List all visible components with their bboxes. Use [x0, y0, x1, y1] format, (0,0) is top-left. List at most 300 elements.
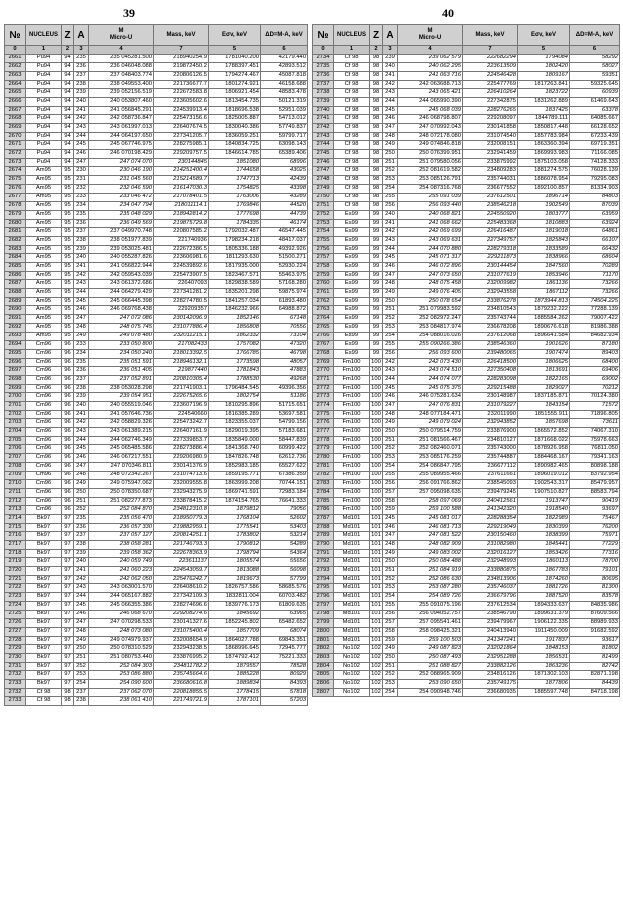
cell-z: 94: [62, 54, 74, 63]
cell-esv: 1843154: [518, 402, 570, 411]
cell-no: 2770: [313, 367, 334, 376]
cell-z: 101: [370, 636, 383, 645]
cell-no: 2795: [313, 584, 334, 593]
cell-a: 242: [383, 358, 398, 367]
cell-m: 252 082972.247: [398, 315, 463, 324]
cell-mass: 220814251.1: [154, 532, 209, 541]
cell-no: 2771: [313, 375, 334, 384]
cell-no: 2757: [313, 254, 334, 263]
cell-z: 95: [62, 289, 74, 298]
cell-nucleus: Fm100: [334, 506, 370, 515]
cell-m: 237 052 891: [89, 375, 154, 384]
cell-delta: 77288.139: [570, 306, 620, 315]
cell-z: 98: [370, 132, 383, 141]
cell-z: 95: [62, 297, 74, 306]
cell-mass: 231075400.4: [154, 627, 209, 636]
cell-mass: 223606981.6: [154, 254, 209, 263]
cell-delta: 60939: [570, 89, 620, 98]
cell-z: 99: [370, 306, 383, 315]
cell-esv: 1874792.412: [209, 653, 261, 662]
cell-esv: 1878926.958: [518, 445, 570, 454]
table-row: [5, 349, 308, 358]
cell-nucleus: Es99: [334, 236, 370, 245]
cell-nucleus: Bk97: [26, 662, 62, 671]
cell-no: 2736: [313, 71, 334, 80]
cell-delta: 54713.012: [261, 115, 308, 124]
cell-nucleus: Bk97: [26, 680, 62, 689]
cell-a: 244: [74, 593, 89, 602]
cell-nucleus: Pu94: [26, 71, 62, 80]
cell-delta: 81802: [570, 645, 620, 654]
cell-a: 253: [74, 671, 89, 680]
cell-m: 249 079 024: [398, 419, 463, 428]
table-row: [5, 375, 308, 384]
cell-m: 237 049970.748: [89, 228, 154, 237]
cell-delta: 75467: [570, 514, 620, 523]
cell-z: 97: [62, 653, 74, 662]
cell-a: 246: [74, 454, 89, 463]
cell-no: 2696: [5, 358, 26, 367]
cell-no: 2763: [313, 306, 334, 315]
cell-z: 101: [370, 619, 383, 628]
cell-esv: 1830399: [518, 523, 570, 532]
cell-a: 252: [74, 662, 89, 671]
cell-mass: 230150460: [463, 532, 518, 541]
cell-delta: 70124.380: [570, 393, 620, 402]
cell-m: 258 097 069: [398, 497, 463, 506]
cell-a: 251: [74, 497, 89, 506]
cell-nucleus: Fm100: [334, 445, 370, 454]
cell-esv: 1813691: [518, 367, 570, 376]
cell-mass: 237611661: [463, 471, 518, 480]
cell-esv: 1894333.637: [518, 601, 570, 610]
table-row: [313, 63, 620, 72]
cell-mass: 218940254.9: [154, 54, 209, 63]
cell-nucleus: Cf 98: [334, 124, 370, 133]
table-row: [5, 488, 308, 497]
cell-mass: 238546360: [463, 341, 518, 350]
cell-esv: 1869741.591: [209, 488, 261, 497]
cell-no: 2732: [5, 688, 26, 697]
cell-no: 2766: [313, 332, 334, 341]
cell-nucleus: Am95: [26, 332, 62, 341]
cell-mass: 232016127: [463, 549, 518, 558]
cell-esv: 1852245.802: [209, 619, 261, 628]
cell-mass: 220807585.2: [154, 228, 209, 237]
cell-a: 252: [383, 167, 398, 176]
cell-z: 97: [62, 601, 74, 610]
cell-a: 243: [74, 124, 89, 133]
cell-delta: 74504.225: [570, 297, 620, 306]
cell-mass: 218950779.3: [154, 514, 209, 523]
cell-delta: 68604: [570, 254, 620, 263]
cell-esv: 1901626: [518, 341, 570, 350]
cell-z: 96: [62, 454, 74, 463]
cell-nucleus: Md101: [334, 532, 370, 541]
table-row: [5, 202, 308, 211]
table-row: [5, 280, 308, 289]
cell-esv: 1838399: [518, 532, 570, 541]
cell-mass: 228274780.5: [154, 297, 209, 306]
cell-nucleus: Cf 98: [334, 54, 370, 63]
cell-nucleus: Am95: [26, 280, 62, 289]
cell-delta: 79056: [261, 506, 308, 515]
cell-z: 95: [62, 280, 74, 289]
cell-m: 244 070 880: [398, 245, 463, 254]
cell-esv: 1794084: [518, 54, 570, 63]
cell-esv: 1860113: [518, 558, 570, 567]
cell-nucleus: Md101: [334, 610, 370, 619]
cell-no: 2749: [313, 184, 334, 193]
cell-mass: 238546790: [463, 610, 518, 619]
cell-esv: 1788397.451: [209, 63, 261, 72]
table-row: [313, 549, 620, 558]
cell-no: 2785: [313, 497, 334, 506]
cell-z: 96: [62, 393, 74, 402]
table-row: [5, 54, 308, 63]
cell-delta: 60703.482: [261, 593, 308, 602]
cell-no: 2720: [5, 567, 26, 576]
table-row: [313, 54, 620, 63]
cell-no: 2729: [5, 645, 26, 654]
cell-delta: 71166.085: [570, 150, 620, 159]
cell-no: 2769: [313, 358, 334, 367]
cell-a: 234: [74, 202, 89, 211]
cell-esv: 1792032.487: [209, 228, 261, 237]
cell-z: 101: [370, 523, 383, 532]
cell-mass: 231077886.4: [154, 323, 209, 332]
table-row: [313, 410, 620, 419]
cell-no: 2783: [313, 480, 334, 489]
table-row: [313, 80, 620, 89]
cell-esv: 1826757.586: [209, 584, 261, 593]
table-row: [313, 254, 620, 263]
cell-a: 254: [383, 332, 398, 341]
cell-nucleus: Am95: [26, 184, 62, 193]
cell-no: 2791: [313, 549, 334, 558]
cell-no: 2732: [5, 671, 26, 680]
cell-m: 239 058 362: [89, 549, 154, 558]
cell-nucleus: Pu94: [26, 80, 62, 89]
cell-m: 246 072 896: [398, 263, 463, 272]
cell-delta: 59325.645: [570, 80, 620, 89]
cell-nucleus: Am95: [26, 297, 62, 306]
cell-a: 242: [383, 228, 398, 237]
cell-a: 247: [383, 271, 398, 280]
table-body: [5, 54, 308, 706]
cell-delta: 88583.794: [570, 488, 620, 497]
cell-a: 238: [74, 384, 89, 393]
cell-esv: 1798234.218: [209, 236, 261, 245]
cell-esv: 1835849.000: [209, 436, 261, 445]
table-row: [5, 445, 308, 454]
col-index: 0: [313, 46, 334, 55]
cell-m: 241 056845.291: [89, 106, 154, 115]
cell-esv: 1845692: [209, 610, 261, 619]
cell-m: 243 061997.013: [89, 124, 154, 133]
cell-a: 240: [74, 97, 89, 106]
cell-delta: 52930.224: [261, 263, 308, 272]
cell-m: 253 086 880: [89, 671, 154, 680]
cell-a: 245: [383, 514, 398, 523]
cell-nucleus: Cf 98: [334, 106, 370, 115]
cell-delta: 52951.039: [261, 106, 308, 115]
cell-no: 2784: [313, 488, 334, 497]
cell-esv: 1846614.785: [209, 150, 261, 159]
cell-z: 97: [62, 680, 74, 689]
cell-mass: 227342109.3: [154, 593, 209, 602]
cell-no: 2797: [313, 601, 334, 610]
table-row: [313, 202, 620, 211]
cell-z: 96: [62, 402, 74, 411]
cell-esv: 1871302.103: [518, 671, 570, 680]
cell-esv: 1863360.394: [518, 141, 570, 150]
cell-nucleus: Pu94: [26, 97, 62, 106]
cell-esv: 1783802: [209, 532, 261, 541]
cell-nucleus: Es99: [334, 306, 370, 315]
cell-mass: 229208097: [463, 115, 518, 124]
col-index: 4: [89, 46, 154, 55]
cell-z: 97: [62, 514, 74, 523]
cell-nucleus: Cf 98: [334, 184, 370, 193]
cell-m: 251 079983.592: [398, 306, 463, 315]
cell-delta: 76811.050: [570, 445, 620, 454]
table-row: [313, 636, 620, 645]
cell-delta: 84393: [261, 680, 308, 689]
cell-esv: 1790812: [209, 541, 261, 550]
table-row: [5, 80, 308, 89]
cell-no: 2727: [5, 627, 26, 636]
cell-z: 100: [370, 454, 383, 463]
cell-delta: 49392.926: [261, 245, 308, 254]
cell-mass: 229211873: [463, 254, 518, 263]
cell-a: 252: [383, 445, 398, 454]
cell-a: 254: [383, 593, 398, 602]
cell-m: 255 091 039: [398, 193, 463, 202]
cell-nucleus: No102: [334, 671, 370, 680]
col-header-delta: ΔD=M-A, keV: [261, 25, 308, 46]
cell-a: 250: [383, 150, 398, 159]
cell-nucleus: Fm100: [334, 471, 370, 480]
cell-z: 98: [370, 106, 383, 115]
cell-esv: 1841368.740: [209, 445, 261, 454]
column-index-row: [313, 46, 620, 55]
cell-m: 240 068 821: [398, 210, 463, 219]
cell-mass: 231074713.6: [154, 471, 209, 480]
cell-delta: 69843.351: [261, 636, 308, 645]
cell-z: 96: [62, 506, 74, 515]
cell-nucleus: Pu94: [26, 124, 62, 133]
cell-esv: 1848153: [518, 645, 570, 654]
cell-mass: 230144845: [154, 158, 209, 167]
cell-mass: 221749721.9: [154, 697, 209, 706]
cell-a: 240: [74, 254, 89, 263]
nuclide-table-right: [312, 24, 620, 697]
cell-nucleus: Fm100: [334, 367, 370, 376]
cell-no: 2735: [313, 63, 334, 72]
cell-mass: 236677112: [463, 462, 518, 471]
table-row: [5, 506, 308, 515]
col-index: 4: [398, 46, 463, 55]
cell-z: 98: [370, 115, 383, 124]
cell-delta: 75978.663: [570, 436, 620, 445]
cell-m: 254 087316.768: [398, 184, 463, 193]
cell-z: 96: [62, 349, 74, 358]
cell-esv: 1861136: [518, 280, 570, 289]
cell-esv: 1778415: [209, 688, 261, 697]
cell-no: 2717: [5, 541, 26, 550]
cell-no: 2675: [5, 176, 26, 185]
cell-esv: 1856531: [518, 653, 570, 662]
cell-delta: 75221.333: [261, 653, 308, 662]
cell-esv: 1865572.852: [518, 428, 570, 437]
cell-m: 245 066355.386: [89, 601, 154, 610]
cell-z: 99: [370, 289, 383, 298]
cell-a: 239: [74, 89, 89, 98]
cell-no: 2714: [5, 514, 26, 523]
cell-no: 2754: [313, 228, 334, 237]
cell-nucleus: Am95: [26, 323, 62, 332]
cell-mass: 221740936: [154, 236, 209, 245]
table-row: [5, 688, 308, 697]
cell-delta: 76200: [570, 523, 620, 532]
cell-esv: 1810883: [518, 219, 570, 228]
table-row: [5, 697, 308, 706]
cell-esv: 1892100.857: [518, 184, 570, 193]
col-index: 7: [463, 46, 518, 55]
cell-m: 246 067217.551: [89, 454, 154, 463]
cell-no: 2745: [313, 150, 334, 159]
cell-z: 98: [370, 97, 383, 106]
cell-no: 2734: [313, 54, 334, 63]
cell-nucleus: Es99: [334, 271, 370, 280]
cell-z: 95: [62, 176, 74, 185]
cell-no: 2722: [5, 584, 26, 593]
cell-nucleus: Bk97: [26, 567, 62, 576]
cell-m: 237 062 070: [89, 688, 154, 697]
cell-esv: 1794274.467: [209, 71, 261, 80]
cell-no: 2762: [313, 297, 334, 306]
nuclide-table-left: [4, 24, 308, 706]
cell-mass: 232943275.9: [154, 488, 209, 497]
cell-mass: 228274696.6: [154, 601, 209, 610]
cell-a: 238: [74, 236, 89, 245]
cell-m: 245 065485.586: [89, 445, 154, 454]
cell-delta: 74128.333: [570, 158, 620, 167]
cell-a: 248: [74, 323, 89, 332]
cell-mass: 236678208: [463, 323, 518, 332]
cell-a: 246: [74, 610, 89, 619]
cell-m: 242 058736.847: [89, 115, 154, 124]
cell-esv: 1896641.584: [518, 332, 570, 341]
cell-delta: 71170: [570, 271, 620, 280]
cell-esv: 1917837: [518, 636, 570, 645]
cell-delta: 71896.805: [570, 410, 620, 419]
cell-z: 94: [62, 150, 74, 159]
cell-m: 233 046 472: [89, 193, 154, 202]
cell-a: 243: [74, 428, 89, 437]
cell-nucleus: Es99: [334, 219, 370, 228]
cell-esv: 1857709: [209, 627, 261, 636]
cell-nucleus: Md101: [334, 514, 370, 523]
cell-no: 2663: [5, 71, 26, 80]
cell-no: 2767: [313, 341, 334, 350]
cell-esv: 1788530: [209, 375, 261, 384]
cell-no: 2707: [5, 454, 26, 463]
cell-a: 237: [74, 71, 89, 80]
cell-delta: 80898.188: [570, 462, 620, 471]
table-row: [5, 549, 308, 558]
cell-mass: 231082980: [463, 541, 518, 550]
cell-nucleus: Cf 98: [334, 115, 370, 124]
table-row: [5, 584, 308, 593]
cell-no: 2741: [313, 115, 334, 124]
table-row: [313, 158, 620, 167]
cell-esv: 1781843: [209, 367, 261, 376]
cell-esv: 1899631.379: [518, 610, 570, 619]
cell-mass: 237612501: [463, 193, 518, 202]
cell-nucleus: Cm96: [26, 506, 62, 515]
cell-a: 254: [74, 680, 89, 689]
cell-z: 99: [370, 236, 383, 245]
table-row: [5, 141, 308, 150]
cell-a: 253: [383, 584, 398, 593]
cell-z: 97: [62, 593, 74, 602]
cell-delta: 70556: [261, 323, 308, 332]
cell-m: 253 087 280: [398, 584, 463, 593]
cell-no: 2677: [5, 193, 26, 202]
cell-mass: 222675265.6: [154, 393, 209, 402]
cell-mass: 224543059.7: [154, 567, 209, 576]
table-row: [5, 480, 308, 489]
cell-z: 95: [62, 245, 74, 254]
cell-no: 2775: [313, 410, 334, 419]
cell-delta: 51500.271: [261, 254, 308, 263]
cell-mass: 225473242.7: [154, 419, 209, 428]
cell-nucleus: Es99: [334, 341, 370, 350]
cell-mass: 228273886.4: [154, 445, 209, 454]
cell-delta: 68400: [570, 358, 620, 367]
cell-m: 252 084 870: [89, 506, 154, 515]
cell-nucleus: Md101: [334, 549, 370, 558]
cell-esv: 1813088: [209, 567, 261, 576]
cell-mass: 217078401.5: [154, 193, 209, 202]
table-row: [5, 167, 308, 176]
cell-no: 2776: [313, 419, 334, 428]
cell-m: 246 068798.807: [398, 115, 463, 124]
table-row: [5, 653, 308, 662]
cell-m: 238 061 410: [89, 697, 154, 706]
cell-a: 255: [383, 193, 398, 202]
cell-a: 233: [74, 193, 89, 202]
cell-a: 253: [383, 323, 398, 332]
cell-nucleus: Cf 98: [334, 80, 370, 89]
cell-nucleus: Bk97: [26, 610, 62, 619]
cell-delta: 55463.975: [261, 271, 308, 280]
cell-no: 2740: [313, 106, 334, 115]
cell-z: 97: [62, 575, 74, 584]
cell-m: 244 062746.349: [89, 436, 154, 445]
cell-a: 257: [383, 619, 398, 628]
cell-mass: 232943238.5: [154, 645, 209, 654]
cell-m: 252 086 630: [398, 575, 463, 584]
cell-delta: 81499: [570, 653, 620, 662]
cell-a: 243: [383, 89, 398, 98]
cell-a: 233: [74, 341, 89, 350]
cell-delta: 69406: [570, 367, 620, 376]
table-row: [5, 323, 308, 332]
cell-a: 240: [383, 210, 398, 219]
